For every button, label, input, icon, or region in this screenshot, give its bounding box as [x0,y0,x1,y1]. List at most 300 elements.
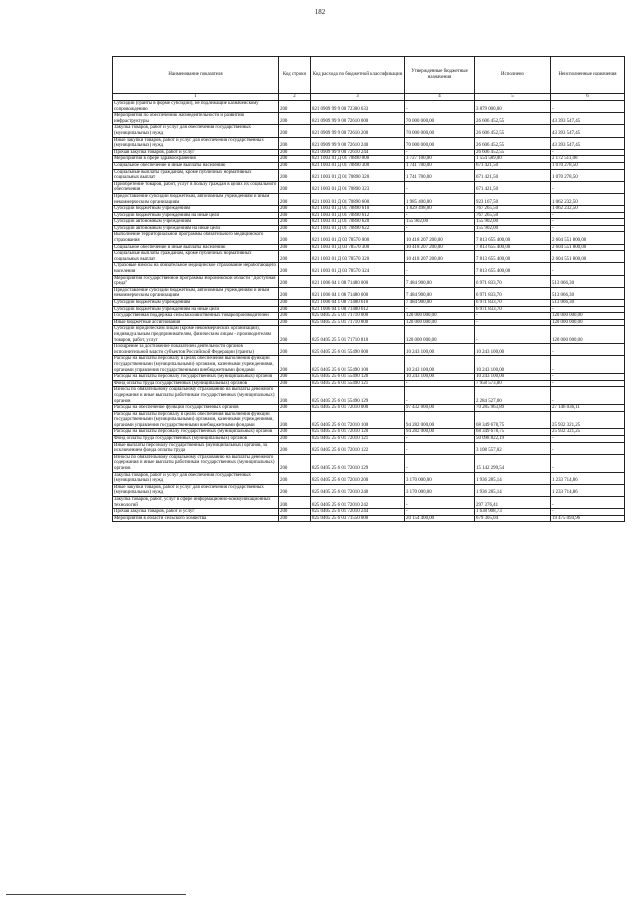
row-remaining: 43 393 547,45 [551,125,625,137]
row-executed: 10 243 100,00 [475,344,551,356]
row-name: Предоставление субсидий бюджетным, автономным учреждениям и иным некоммерческим организациям [113,287,279,299]
row-approved: - [405,442,475,454]
row-budget-code: 821 1006 04 1 08 71480 612 [311,306,405,313]
row-remaining: - [551,263,625,275]
row-name: Субсидии бюджетным учреждениям на иные цели [113,212,279,219]
row-budget-code: 825 0405 25 6 01 72010 244 [311,509,405,516]
row-approved: 10 243 100,00 [405,374,475,381]
row-executed: 50 098 822,19 [475,436,551,443]
row-budget-code: 821 1003 01 Д 01 70890 622 [311,225,405,232]
row-remaining: - [551,356,625,374]
table-row [113,429,625,436]
row-budget-code: 825 0405 25 5 01 71710 810 [311,326,405,344]
row-name: Иные закупки товаров, работ и услуг для обеспечения государственных (муниципальных) нужд [113,137,279,149]
table-row [113,344,625,356]
row-name: Расходы на выплаты персоналу в целях обеспечения выполнения функций государственными (муниципальными) органами, казенными учреждениями, органами управления государственными внебюджетными фондами [113,411,279,429]
row-remaining: 25 932 321,25 [551,429,625,436]
row-budget-code: 825 0405 25 6 01 72010 121 [311,436,405,443]
table-header-row [113,57,625,94]
row-name: Субсидии юридическим лицам (кроме некоммерческих организаций), индивидуальным предпринимателям, физическим лицам - производителям товаров, работ, услуг [113,326,279,344]
row-executed: 10 243 100,00 [475,374,551,381]
row-approved: 10 243 100,00 [405,356,475,374]
row-approved: 10 418 207 200,00 [405,232,475,244]
row-approved: - [405,149,475,156]
row-name: Фонд оплаты труда государственных (муниципальных) органов [113,380,279,387]
row-line-code: 200 [279,156,311,163]
row-approved: 97 432 000,00 [405,405,475,412]
row-budget-code: 825 0405 25 6 01 72010 242 [311,497,405,509]
row-name: Иные бюджетные ассигнования [113,319,279,326]
row-name: Выполнение территориальной программы обязательного медицинского страхования [113,232,279,244]
row-budget-code: 821 0909 99 9 00 72610 200 [311,125,405,137]
row-remaining: - [551,212,625,219]
row-line-code: 200 [279,454,311,472]
table-row [113,219,625,226]
row-line-code: 200 [279,125,311,137]
column-number: 3 [311,94,405,101]
row-executed: 6 971 833,70 [475,275,551,287]
row-name: Социальные выплаты гражданам, кроме публичных нормативных социальных выплат [113,251,279,263]
row-line-code: 200 [279,287,311,299]
row-name: Мероприятия государственной программы Воронежской области "Доступная среда" [113,275,279,287]
row-budget-code: 821 1006 04 1 08 71480 600 [311,287,405,299]
row-remaining: 1 062 232,50 [551,206,625,213]
row-remaining: - [551,454,625,472]
row-line-code: 200 [279,313,311,320]
row-approved: 7 484 900,00 [405,275,475,287]
header-budget-code: Код расхода по бюджетной классификации [311,57,405,94]
row-line-code: 200 [279,101,311,113]
row-approved: 3 170 000,00 [405,472,475,484]
row-budget-code: 825 0405 25 6 01 55490 000 [311,344,405,356]
row-line-code: 200 [279,244,311,251]
footnote-rule [6,894,186,895]
table-row [113,181,625,193]
header-remaining: Неисполненные назначения [551,57,625,94]
row-approved: 155 902,00 [405,219,475,226]
row-approved: - [405,225,475,232]
row-executed: 155 902,00 [475,225,551,232]
row-budget-code: 821 1003 01 Д 01 70890 620 [311,219,405,226]
row-name: Расходы на выплаты персоналу в целях обеспечения выполнения функций государственными (муниципальными) органами, казенными учреждениями, органами управления государственными внебюджетными фондами [113,356,279,374]
row-remaining: - [551,374,625,381]
table-row [113,442,625,454]
row-approved: 10 418 207 200,00 [405,244,475,251]
table-row [113,326,625,344]
table-row [113,206,625,213]
row-budget-code: 825 0405 25 6 01 55490 121 [311,380,405,387]
table-row [113,244,625,251]
row-line-code: 200 [279,442,311,454]
row-line-code: 200 [279,263,311,275]
table-row [113,515,625,522]
table-row [113,454,625,472]
row-approved: 94 282 000,00 [405,429,475,436]
row-name: Предоставление субсидий бюджетным, автономным учреждениям и иным некоммерческим организациям [113,193,279,205]
row-line-code: 200 [279,380,311,387]
row-budget-code: 825 0405 25 6 01 72010 240 [311,484,405,496]
row-name: Социальные выплаты гражданам, кроме публичных нормативных социальных выплат [113,169,279,181]
row-line-code: 200 [279,306,311,313]
row-name: Государственная поддержка сельскохозяйственных товаропроизводителей [113,313,279,320]
row-budget-code: 825 0405 25 6 01 55490 129 [311,387,405,405]
row-executed: 767 265,50 [475,206,551,213]
header-executed: Исполнено [475,57,551,94]
row-remaining: 1 062 232,50 [551,193,625,205]
column-number: 6 [551,94,625,101]
table-row [113,300,625,307]
row-approved: 120 000 000,00 [405,319,475,326]
row-executed: 26 606 452,55 [475,137,551,149]
row-budget-code: 825 0405 25 6 01 55490 100 [311,356,405,374]
row-approved: - [405,181,475,193]
row-name: Закупка товаров, работ и услуг для обеспечения государственных (муниципальных) нужд [113,472,279,484]
table-row [113,162,625,169]
row-name: Мероприятия в области сельского хозяйства [113,515,279,522]
row-budget-code: 825 0405 25 6 01 72010 100 [311,411,405,429]
row-line-code: 200 [279,219,311,226]
row-remaining: - [551,436,625,443]
row-budget-code: 825 0405 25 6 01 72010 120 [311,429,405,436]
row-line-code: 200 [279,319,311,326]
row-line-code: 200 [279,405,311,412]
row-remaining: 1 233 714,86 [551,484,625,496]
row-executed: 3 108 557,02 [475,442,551,454]
row-line-code: 200 [279,497,311,509]
row-line-code: 200 [279,251,311,263]
row-executed: 1 936 285,14 [475,472,551,484]
row-executed: - [475,313,551,320]
row-approved: 1 985 400,00 [405,193,475,205]
row-executed: 6 971 833,70 [475,306,551,313]
row-name: Взносы по обязательному социальному страхованию на выплаты денежного содержания и иные выплаты работникам государственных (муниципальных) органов [113,387,279,405]
table-row [113,436,625,443]
row-remaining: - [551,380,625,387]
row-name: Закупка товаров, работ и услуг для обеспечения государственных (муниципальных) нужд [113,125,279,137]
row-budget-code: 821 1003 01 Д 03 78570 000 [311,232,405,244]
row-line-code: 200 [279,356,311,374]
row-approved: 20 154 400,00 [405,515,475,522]
row-remaining: 19 475 094,96 [551,515,625,522]
row-approved: 1 741 700,00 [405,162,475,169]
row-name: Субсидии бюджетным учреждениям на иные цели [113,306,279,313]
row-approved: 70 000 000,00 [405,125,475,137]
table-row [113,113,625,125]
row-name: Иные выплаты персоналу государственных (муниципальных) органов, за исключением фонда оплаты труда [113,442,279,454]
table-row [113,313,625,320]
row-remaining: 2 172 511,00 [551,156,625,163]
row-approved: - [405,497,475,509]
row-budget-code: 821 1006 04 1 08 71480 610 [311,300,405,307]
row-budget-code: 821 1003 01 Д 01 70890 323 [311,181,405,193]
row-line-code: 200 [279,515,311,522]
table-row [113,472,625,484]
table-row [113,225,625,232]
row-executed: 6 971 833,70 [475,287,551,299]
row-executed: 1 638 908,73 [475,509,551,516]
row-executed: 26 606 452,55 [475,113,551,125]
row-remaining: 43 393 547,45 [551,137,625,149]
row-executed: 1 554 589,00 [475,156,551,163]
budget-execution-table [112,56,625,522]
row-remaining: 513 066,30 [551,275,625,287]
table-row [113,193,625,205]
row-remaining: 27 146 036,11 [551,405,625,412]
table-row [113,509,625,516]
table-row [113,380,625,387]
row-approved: - [405,436,475,443]
row-budget-code: 825 0405 25 6 01 72010 200 [311,472,405,484]
table-row [113,101,625,113]
table-row [113,232,625,244]
row-remaining: - [551,101,625,113]
row-approved: - [405,454,475,472]
row-name: Субсидии бюджетным учреждениям [113,300,279,307]
table-row [113,287,625,299]
row-executed: 671 421,50 [475,162,551,169]
row-budget-code: 825 0405 25 5 01 71710 000 [311,313,405,320]
row-budget-code: 821 0909 99 9 00 72610 000 [311,113,405,125]
row-remaining: 1 070 278,50 [551,162,625,169]
row-remaining: - [551,225,625,232]
row-executed: 7 813 655 400,00 [475,263,551,275]
table-row [113,251,625,263]
row-name: Иные закупки товаров, работ и услуг для обеспечения государственных (муниципальных) нужд [113,484,279,496]
row-executed: 923 167,50 [475,193,551,205]
row-line-code: 200 [279,509,311,516]
row-executed: 70 285 963,89 [475,405,551,412]
row-line-code: 200 [279,300,311,307]
row-budget-code: 825 0405 25 6 01 72010 122 [311,442,405,454]
row-name: Прочая закупка товаров, работ и услуг [113,149,279,156]
row-executed: 155 902,00 [475,219,551,226]
row-budget-code: 821 0909 99 9 00 72610 244 [311,149,405,156]
row-executed: 68 349 678,75 [475,429,551,436]
row-approved: 7 484 900,00 [405,300,475,307]
row-executed: 15 142 299,54 [475,454,551,472]
table-row [113,319,625,326]
row-executed: - [475,319,551,326]
row-budget-code: 825 0405 25 5 01 71710 800 [311,319,405,326]
table-row [113,137,625,149]
row-remaining: 25 932 321,25 [551,411,625,429]
table-row [113,149,625,156]
table-row [113,405,625,412]
row-name: Поощрение за достижение показателей деятельности органов исполнительной власти субъектов Российской Федерации (гранты) [113,344,279,356]
row-remaining: 513 066,30 [551,287,625,299]
header-approved: Утвержденные бюджетные назначения [405,57,475,94]
header-indicator-name: Наименование показателя [113,57,279,94]
row-line-code: 200 [279,326,311,344]
row-remaining: - [551,442,625,454]
row-budget-code: 821 0909 99 9 00 72300 633 [311,101,405,113]
row-approved: 70 000 000,00 [405,113,475,125]
row-budget-code: 821 1003 01 Д 01 70890 000 [311,156,405,163]
row-line-code: 200 [279,275,311,287]
row-remaining: 120 000 000,00 [551,319,625,326]
table-row [113,156,625,163]
row-budget-code: 821 1003 01 Д 01 70890 612 [311,212,405,219]
row-line-code: 200 [279,137,311,149]
row-approved: 94 282 000,00 [405,411,475,429]
column-number: 5 [475,94,551,101]
table-row [113,263,625,275]
row-executed: 767 265,50 [475,212,551,219]
table-row [113,484,625,496]
row-approved: 70 000 000,00 [405,137,475,149]
table-row [113,411,625,429]
row-executed: 3 879 000,00 [475,101,551,113]
row-remaining: - [551,497,625,509]
row-approved: 10 243 100,00 [405,344,475,356]
row-line-code: 200 [279,472,311,484]
row-name: Социальное обеспечение и иные выплаты населению [113,162,279,169]
row-name: Расходы на выплаты персоналу государственных (муниципальных) органов [113,374,279,381]
row-remaining: 120 000 000,00 [551,313,625,320]
row-name: Страховые взносы на обязательное медицинское страхование неработающего населения [113,263,279,275]
row-name: Закупка товаров, работ, услуг в сфере информационно-коммуникационных технологий [113,497,279,509]
row-remaining: - [551,509,625,516]
row-approved: 7 484 900,00 [405,287,475,299]
column-number: 1 [113,94,279,101]
header-line-code: Код строки [279,57,311,94]
row-remaining: - [551,306,625,313]
row-line-code: 200 [279,225,311,232]
row-name: Субсидии (гранты в форме субсидий), не подлежащие казначейскому сопровождению [113,101,279,113]
row-approved: - [405,387,475,405]
row-budget-code: 821 1003 01 Д 01 70890 600 [311,193,405,205]
row-name: Субсидии автономным учреждениям [113,219,279,226]
row-remaining: - [551,149,625,156]
row-line-code: 200 [279,113,311,125]
row-line-code: 200 [279,387,311,405]
row-remaining: 43 393 547,45 [551,113,625,125]
row-executed: 10 243 100,00 [475,356,551,374]
row-name: Мероприятия в сфере здравоохранения [113,156,279,163]
row-approved: - [405,509,475,516]
table-row [113,387,625,405]
row-approved: 10 418 207 200,00 [405,251,475,263]
row-executed: 671 421,50 [475,181,551,193]
row-line-code: 200 [279,149,311,156]
row-budget-code: 825 0405 25 6 03 71550 000 [311,515,405,522]
row-remaining: 1 233 714,86 [551,472,625,484]
table-row [113,374,625,381]
row-executed: 7 813 655 400,00 [475,251,551,263]
table-row [113,306,625,313]
table-row [113,356,625,374]
row-approved: 120 000 000,00 [405,326,475,344]
row-name: Мероприятия по обеспечению жизнедеятельности и развитию инфраструктуры [113,113,279,125]
row-approved: - [405,212,475,219]
row-executed: 7 958 573,00 [475,380,551,387]
row-executed: 6 971 833,70 [475,300,551,307]
row-line-code: 200 [279,212,311,219]
row-budget-code: 821 1003 01 Д 01 70890 300 [311,162,405,169]
row-budget-code: 821 1003 01 Д 01 70890 320 [311,169,405,181]
row-approved: 1 829 498,00 [405,206,475,213]
row-name: Приобретение товаров, работ, услуг в пользу граждан в целях их социального обеспечения [113,181,279,193]
row-name: Субсидии автономным учреждениям на иные цели [113,225,279,232]
row-line-code: 200 [279,429,311,436]
row-line-code: 200 [279,206,311,213]
row-name: Субсидии бюджетным учреждениям [113,206,279,213]
row-approved: 3 727 100,00 [405,156,475,163]
row-name: Прочая закупка товаров, работ и услуг [113,509,279,516]
row-name: Расходы на обеспечение функций государственных органов [113,405,279,412]
row-approved: - [405,263,475,275]
row-budget-code: 821 1003 01 Д 03 78570 300 [311,244,405,251]
table-row [113,497,625,509]
row-budget-code: 825 0405 25 6 01 72010 000 [311,405,405,412]
row-budget-code: 821 1003 01 Д 03 78570 324 [311,263,405,275]
row-line-code: 200 [279,181,311,193]
row-remaining: 1 070 278,50 [551,169,625,181]
row-line-code: 200 [279,484,311,496]
row-budget-code: 825 0405 25 6 01 72010 129 [311,454,405,472]
row-executed: 1 936 285,14 [475,484,551,496]
row-executed: 2 284 527,00 [475,387,551,405]
row-remaining: - [551,387,625,405]
row-approved: - [405,380,475,387]
row-approved: - [405,101,475,113]
row-executed: 679 305,04 [475,515,551,522]
row-executed: 7 813 655 400,00 [475,244,551,251]
table-row [113,212,625,219]
row-executed: 297 376,41 [475,497,551,509]
row-line-code: 200 [279,232,311,244]
row-executed: 26 606 452,55 [475,149,551,156]
row-name: Взносы по обязательному социальному страхованию на выплаты денежного содержания и иные выплаты работникам государственных (муниципальных) органов [113,454,279,472]
row-executed: 671 421,50 [475,169,551,181]
row-line-code: 200 [279,436,311,443]
column-number: 4 [405,94,475,101]
row-line-code: 200 [279,162,311,169]
row-remaining: - [551,181,625,193]
row-remaining: 513 066,30 [551,300,625,307]
row-line-code: 200 [279,193,311,205]
row-executed: - [475,326,551,344]
row-name: Фонд оплаты труда государственных (муниципальных) органов [113,436,279,443]
row-remaining: 2 604 551 800,00 [551,251,625,263]
row-line-code: 200 [279,344,311,356]
row-remaining: - [551,344,625,356]
row-approved: 3 170 000,00 [405,484,475,496]
row-remaining: 2 604 551 800,00 [551,232,625,244]
table-row [113,275,625,287]
row-line-code: 200 [279,374,311,381]
column-number-row [113,94,625,101]
row-budget-code: 821 0909 99 9 00 72610 240 [311,137,405,149]
row-budget-code: 821 1006 04 1 08 71480 000 [311,275,405,287]
row-executed: 26 606 452,55 [475,125,551,137]
row-budget-code: 825 0405 25 6 01 55490 120 [311,374,405,381]
row-approved: - [405,306,475,313]
row-executed: 7 813 655 400,00 [475,232,551,244]
column-number: 2 [279,94,311,101]
row-budget-code: 821 1003 01 Д 01 70890 610 [311,206,405,213]
row-approved: 120 000 000,00 [405,313,475,320]
row-name: Расходы на выплаты персоналу государственных (муниципальных) органов [113,429,279,436]
row-approved: 1 741 700,00 [405,169,475,181]
table-row [113,125,625,137]
row-line-code: 200 [279,169,311,181]
row-remaining: 120 000 000,00 [551,326,625,344]
row-remaining: 2 604 551 800,00 [551,244,625,251]
table-row [113,169,625,181]
row-remaining: - [551,219,625,226]
row-line-code: 200 [279,411,311,429]
